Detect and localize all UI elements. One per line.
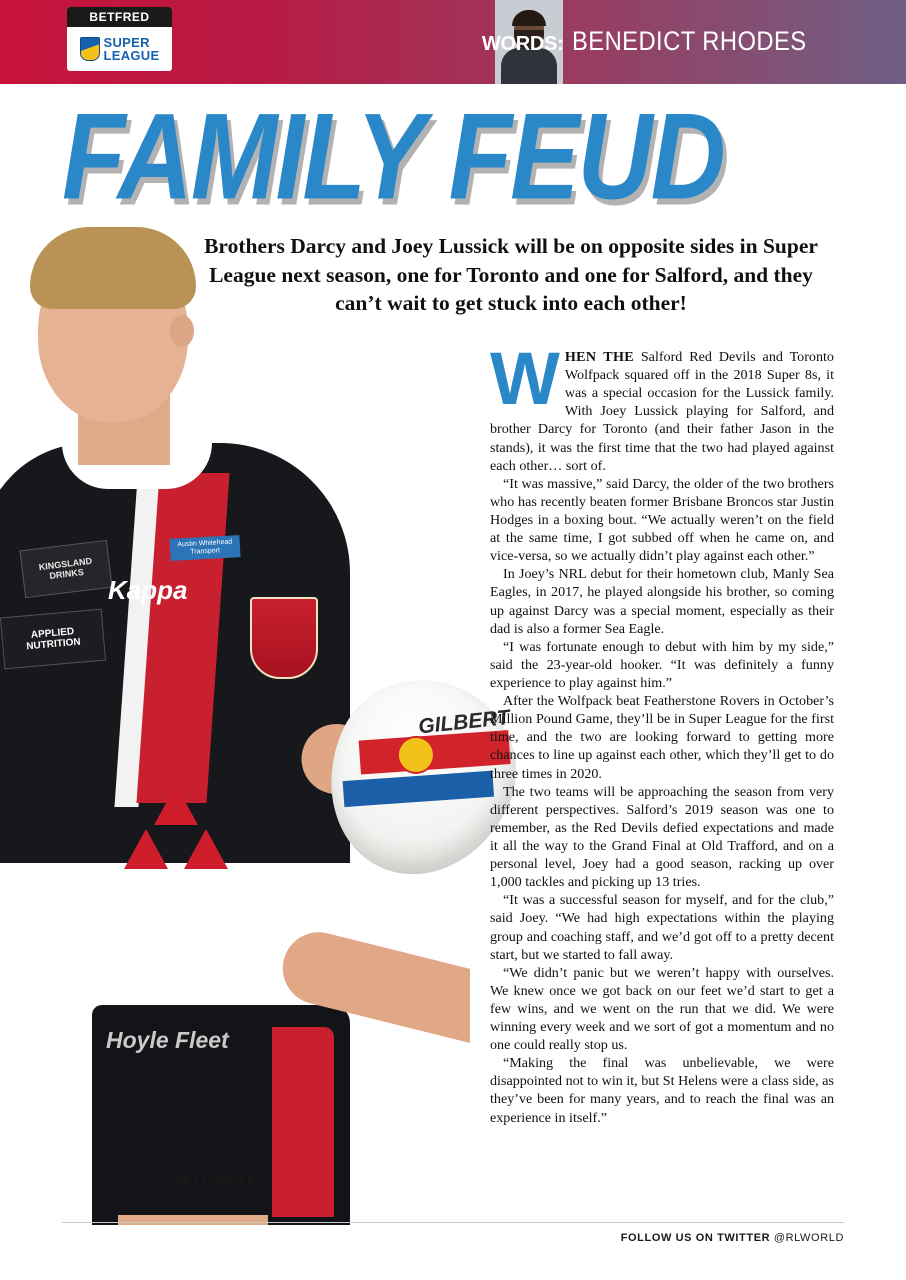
paragraph-text: “It was massive,” said Darcy, the older of the two brothers who has recently beaten former Brisbane Broncos star Justin Hodges in a boxing bout. “We actually weren’t on the field at the same time, I got subbed off when he came on, and vice-versa, so we actually didn’t play against each other.” (490, 475, 834, 565)
article-paragraph-1 (490, 337, 834, 475)
ball-brand-label: GILBERT (417, 706, 511, 739)
footer-divider (62, 1222, 844, 1223)
jersey-sponsor-chest (100, 887, 266, 941)
drop-cap: W (490, 337, 560, 420)
article-paragraph-4 (490, 638, 834, 692)
jersey-sponsor-left-1: KINGSLAND DRINKS (19, 540, 112, 598)
article-body (490, 337, 834, 1127)
club-crest-icon (250, 597, 318, 679)
super-league-logo (67, 7, 172, 71)
article-paragraph-3 (490, 565, 834, 637)
ball-blue-band (343, 771, 494, 807)
jersey-sponsor-chest-line1: MITSUBISHI (100, 885, 267, 915)
twitter-handle[interactable]: @RLWORLD (773, 1232, 844, 1244)
photo-caption: JOEY LUSSICK (168, 1174, 256, 1186)
paragraph-text: The two teams will be approaching the season from very different perspectives. Salford’s 2019 season was one to remember, as the Red Devils defied expectations and made it all the way to the Grand Final at Old Trafford, and on a personal level, Joey had a good season, racking up over 1,000 tackles and picking up 13 tries. (490, 783, 834, 891)
paragraph-text: After the Wolfpack beat Featherstone Rovers in October’s Million Pound Game, they’ll be in Super League for the first time, and the two are looking forward to getting more chances to line up against each other, which they’ll get to do three times in 2020. (490, 693, 834, 782)
player-leg (118, 1215, 268, 1225)
paragraph-text: Salford Red Devils and Toronto Wolfpack squared off in the 2018 Super 8s, it was a special occasion for the Lussick family. With Joey Lussick playing for Salford, and brother Darcy for Toronto (and their father Jason in the stands), it was the first time that the two had played against each other… sort of. (490, 349, 834, 474)
player-hair (30, 227, 196, 309)
article-paragraph-5 (490, 692, 834, 783)
article-paragraph-7 (490, 891, 834, 963)
shorts-sponsor-label: Hoyle Fleet (106, 1027, 229, 1053)
lede-smallcaps: HEN THE (564, 349, 634, 365)
super-league-shield-icon (80, 37, 100, 61)
paragraph-text: “It was a successful season for myself, and for the club,” said Joey. “We had high expectations within the playing group and coaching staff, and we’d got off to a pretty decent start, but we started to fall away. (490, 892, 834, 963)
jersey-sponsor-left-2: APPLIED NUTRITION (0, 609, 106, 670)
paragraph-text: “Making the final was unbelievable, we were disappointed not to win it, but St Helens were a class side, as they’ve been for many years, and to reach the final was an experience in itself.” (490, 1055, 834, 1126)
byline-author-name: BENEDICT RHODES (572, 26, 808, 56)
author-portrait-hair (512, 10, 546, 26)
jersey-brand-label: Kappa (108, 575, 188, 605)
magazine-header-bar (0, 0, 906, 84)
super-league-label-line2: LEAGUE (103, 48, 160, 63)
paragraph-text: “We didn’t panic but we weren’t happy with ourselves. We knew once we got back on our feet we’d start to get a few wins, and we went on the run that we did. We were winning every week and we sort of got a momentum and no one could really stop us. (490, 964, 834, 1054)
byline (482, 26, 839, 57)
footer-label: FOLLOW US ON TWITTER (620, 1232, 771, 1244)
standfirst: Brothers Darcy and Joey Lussick will be on opposite sides in Super League next season, one for Toronto and one for Salford, and they can’t wait to get stuck into each other! (204, 234, 818, 316)
player-shorts-red-panel (272, 1027, 334, 1217)
jersey-badge-text: Austin Whitehead Transport (169, 535, 240, 561)
player-ear (170, 315, 194, 347)
page-title: FAMILY FEUD (62, 88, 724, 226)
mitsubishi-logo-icon (118, 785, 238, 879)
paragraph-text: In Joey’s NRL debut for their hometown club, Manly Sea Eagles, in 2017, he played alongside his brother, so coming up against Darcy was a special moment, especially as their dad is also a former Sea Eagle. (490, 566, 834, 637)
footer (621, 1232, 844, 1244)
paragraph-text: “I was fortunate enough to debut with him by my side,” said the 23-year-old hooker. “It was definitely a funny experience to play against him.” (490, 638, 834, 691)
byline-label: WORDS: (481, 33, 564, 55)
jersey-sponsor-chest-line2: MOTORS (100, 912, 225, 942)
article-paragraph-8 (490, 964, 834, 1055)
article-paragraph-2 (490, 475, 834, 566)
betfred-sponsor-label: BETFRED (67, 7, 172, 27)
super-league-label-line1: SUPER (103, 35, 150, 50)
article-paragraph-6 (490, 783, 834, 892)
article-paragraph-9 (490, 1054, 834, 1126)
